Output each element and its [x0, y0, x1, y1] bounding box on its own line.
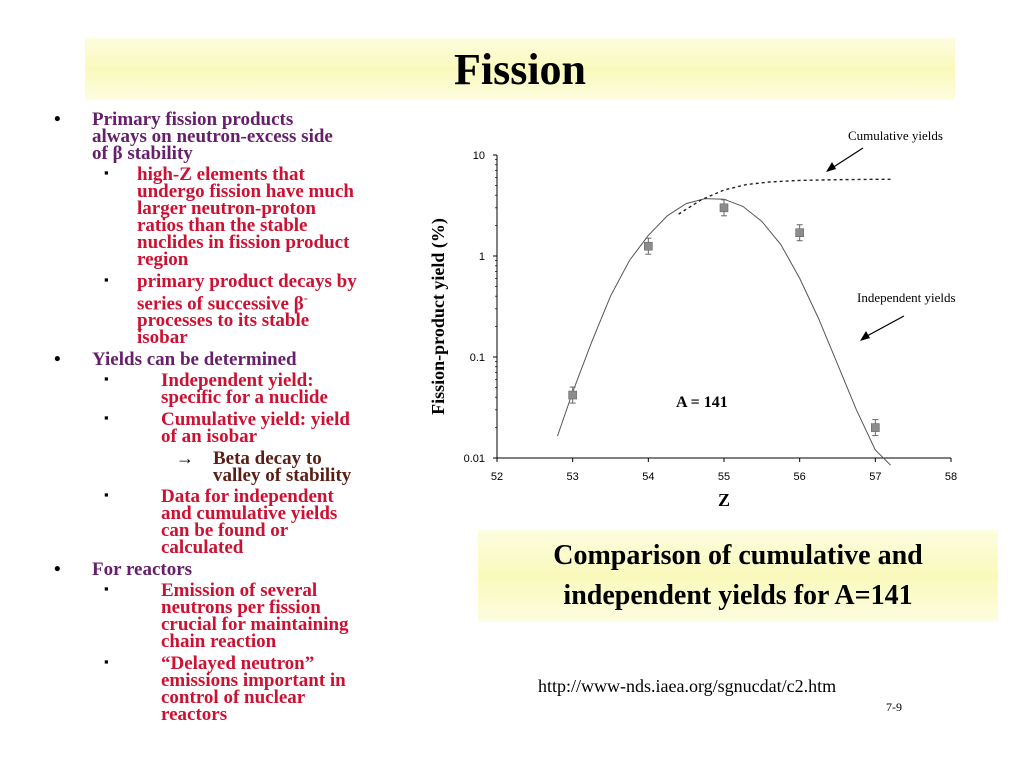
bullet-for-reactors [52, 559, 422, 581]
independent-arrow-line [867, 316, 904, 336]
cumulative-yield-curve [679, 179, 891, 214]
sub-bullet-neutron-emission [52, 580, 422, 653]
data-point [871, 424, 879, 432]
y-tick-label: 10 [472, 150, 485, 162]
bullet-text: For reactors [92, 559, 193, 581]
sub-bullet-marker: ▪ [104, 410, 109, 426]
bullet-text: control of nuclear [161, 687, 306, 709]
bullet-text: Beta decay to [213, 448, 322, 470]
page-number: 7-9 [886, 700, 902, 714]
bullet-text: undergo fission have much [137, 181, 354, 202]
sub-bullet-high-z [52, 166, 422, 268]
data-point [796, 229, 804, 237]
slide-title: Fission [453, 45, 587, 94]
y-tick-label: 1 [478, 251, 485, 263]
bullet-text: high-Z elements that [137, 164, 305, 185]
superscript-minus: - [303, 291, 308, 305]
bullet-text: primary product decays by [137, 271, 357, 292]
sub-bullet-marker: ▪ [104, 371, 109, 387]
data-point [644, 242, 652, 250]
bullet-text: reactors [161, 704, 228, 726]
bullet-text: can be found or [161, 520, 289, 542]
x-tick-label: 52 [490, 471, 504, 483]
independent-arrow-icon [860, 331, 870, 341]
sub-bullet-marker: ▪ [104, 654, 109, 670]
x-tick-label: 56 [793, 471, 806, 483]
bullet-text: Independent yield: [161, 370, 314, 392]
yield-chart-svg [420, 118, 1020, 518]
sub-bullet-marker: ▪ [104, 581, 109, 597]
mass-number-annotation: A = 141 [676, 394, 728, 411]
bullet-text: isobar [137, 327, 188, 349]
bullet-text: larger neutron-proton [137, 198, 316, 219]
x-tick-label: 57 [869, 471, 882, 483]
source-url: http://www-nds.iaea.org/sgnucdat/c2.htm [538, 676, 837, 696]
bullet-text: always on neutron-excess side [92, 126, 333, 147]
bullet-text: crucial for maintaining [161, 614, 349, 636]
caption-line: independent yields for A=141 [563, 580, 913, 611]
x-tick-label: 53 [566, 471, 579, 483]
sub-bullet-marker: ▪ [104, 272, 109, 287]
bullet-text: nuclides in fission product [137, 232, 350, 253]
caption-line: Comparison of cumulative and [553, 540, 923, 571]
cumulative-arrow-icon [826, 162, 836, 172]
cumulative-yields-label: Cumulative yields [848, 128, 943, 143]
bullet-text: processes to its stable [137, 310, 310, 332]
bullet-text: neutrons per fission [161, 597, 321, 619]
bullet-text: of β stability [92, 143, 193, 164]
bullet-text: series of successive β [137, 293, 304, 315]
bullet-text: ratios than the stable [137, 215, 308, 236]
bullet-text: chain reaction [161, 631, 277, 653]
sub-sub-bullet-beta-decay [52, 448, 422, 487]
bullet-yields-determined [52, 349, 422, 371]
bullet-text: Yields can be determined [92, 349, 297, 371]
bullet-text: Primary fission products [92, 109, 294, 130]
arrow-icon: → [176, 448, 194, 469]
bullet-text [137, 290, 422, 315]
bullet-primary-fission-products [52, 111, 422, 162]
bullet-list [52, 111, 422, 728]
bullet-text: calculated [161, 537, 244, 559]
sub-bullet-marker: ▪ [104, 165, 109, 180]
sub-bullet-primary-product-decays [52, 271, 422, 349]
yield-chart [420, 118, 1020, 518]
chart-caption [478, 536, 998, 616]
sub-bullet-delayed-neutron [52, 653, 422, 726]
bullet-text: “Delayed neutron” [161, 653, 315, 675]
bullet-text: of an isobar [161, 426, 258, 448]
data-point [569, 391, 577, 399]
bullet-text: specific for a nuclide [161, 387, 328, 409]
independent-yields-label: Independent yields [857, 290, 956, 305]
x-tick-label: 55 [717, 471, 731, 483]
sub-bullet-independent-yield [52, 370, 422, 409]
x-tick-label: 54 [642, 471, 655, 483]
bullet-marker: • [54, 559, 61, 581]
sub-bullet-data-sources [52, 486, 422, 559]
bullet-text: Data for independent [161, 486, 334, 508]
bullet-text: region [137, 249, 189, 270]
bullet-text: valley of stability [213, 465, 352, 487]
sub-bullet-marker: ▪ [104, 487, 109, 503]
bullet-text: Emission of several [161, 580, 318, 602]
sub-bullet-cumulative-yield [52, 409, 422, 448]
data-point [720, 204, 728, 212]
x-tick-label: 58 [944, 471, 958, 483]
bullet-marker: • [54, 349, 61, 371]
y-axis-label: Fission-product yield (%) [428, 218, 448, 415]
cumulative-arrow-line [832, 148, 863, 168]
y-tick-label: 0.1 [469, 352, 485, 364]
y-tick-label: 0.01 [463, 453, 485, 465]
bullet-text: and cumulative yields [161, 503, 338, 525]
bullet-text: Cumulative yield: yield [161, 409, 350, 431]
independent-yield-curve [558, 199, 891, 466]
bullet-text: emissions important in [161, 670, 346, 692]
bullet-marker: • [54, 109, 61, 130]
x-axis-label: Z [717, 490, 731, 510]
